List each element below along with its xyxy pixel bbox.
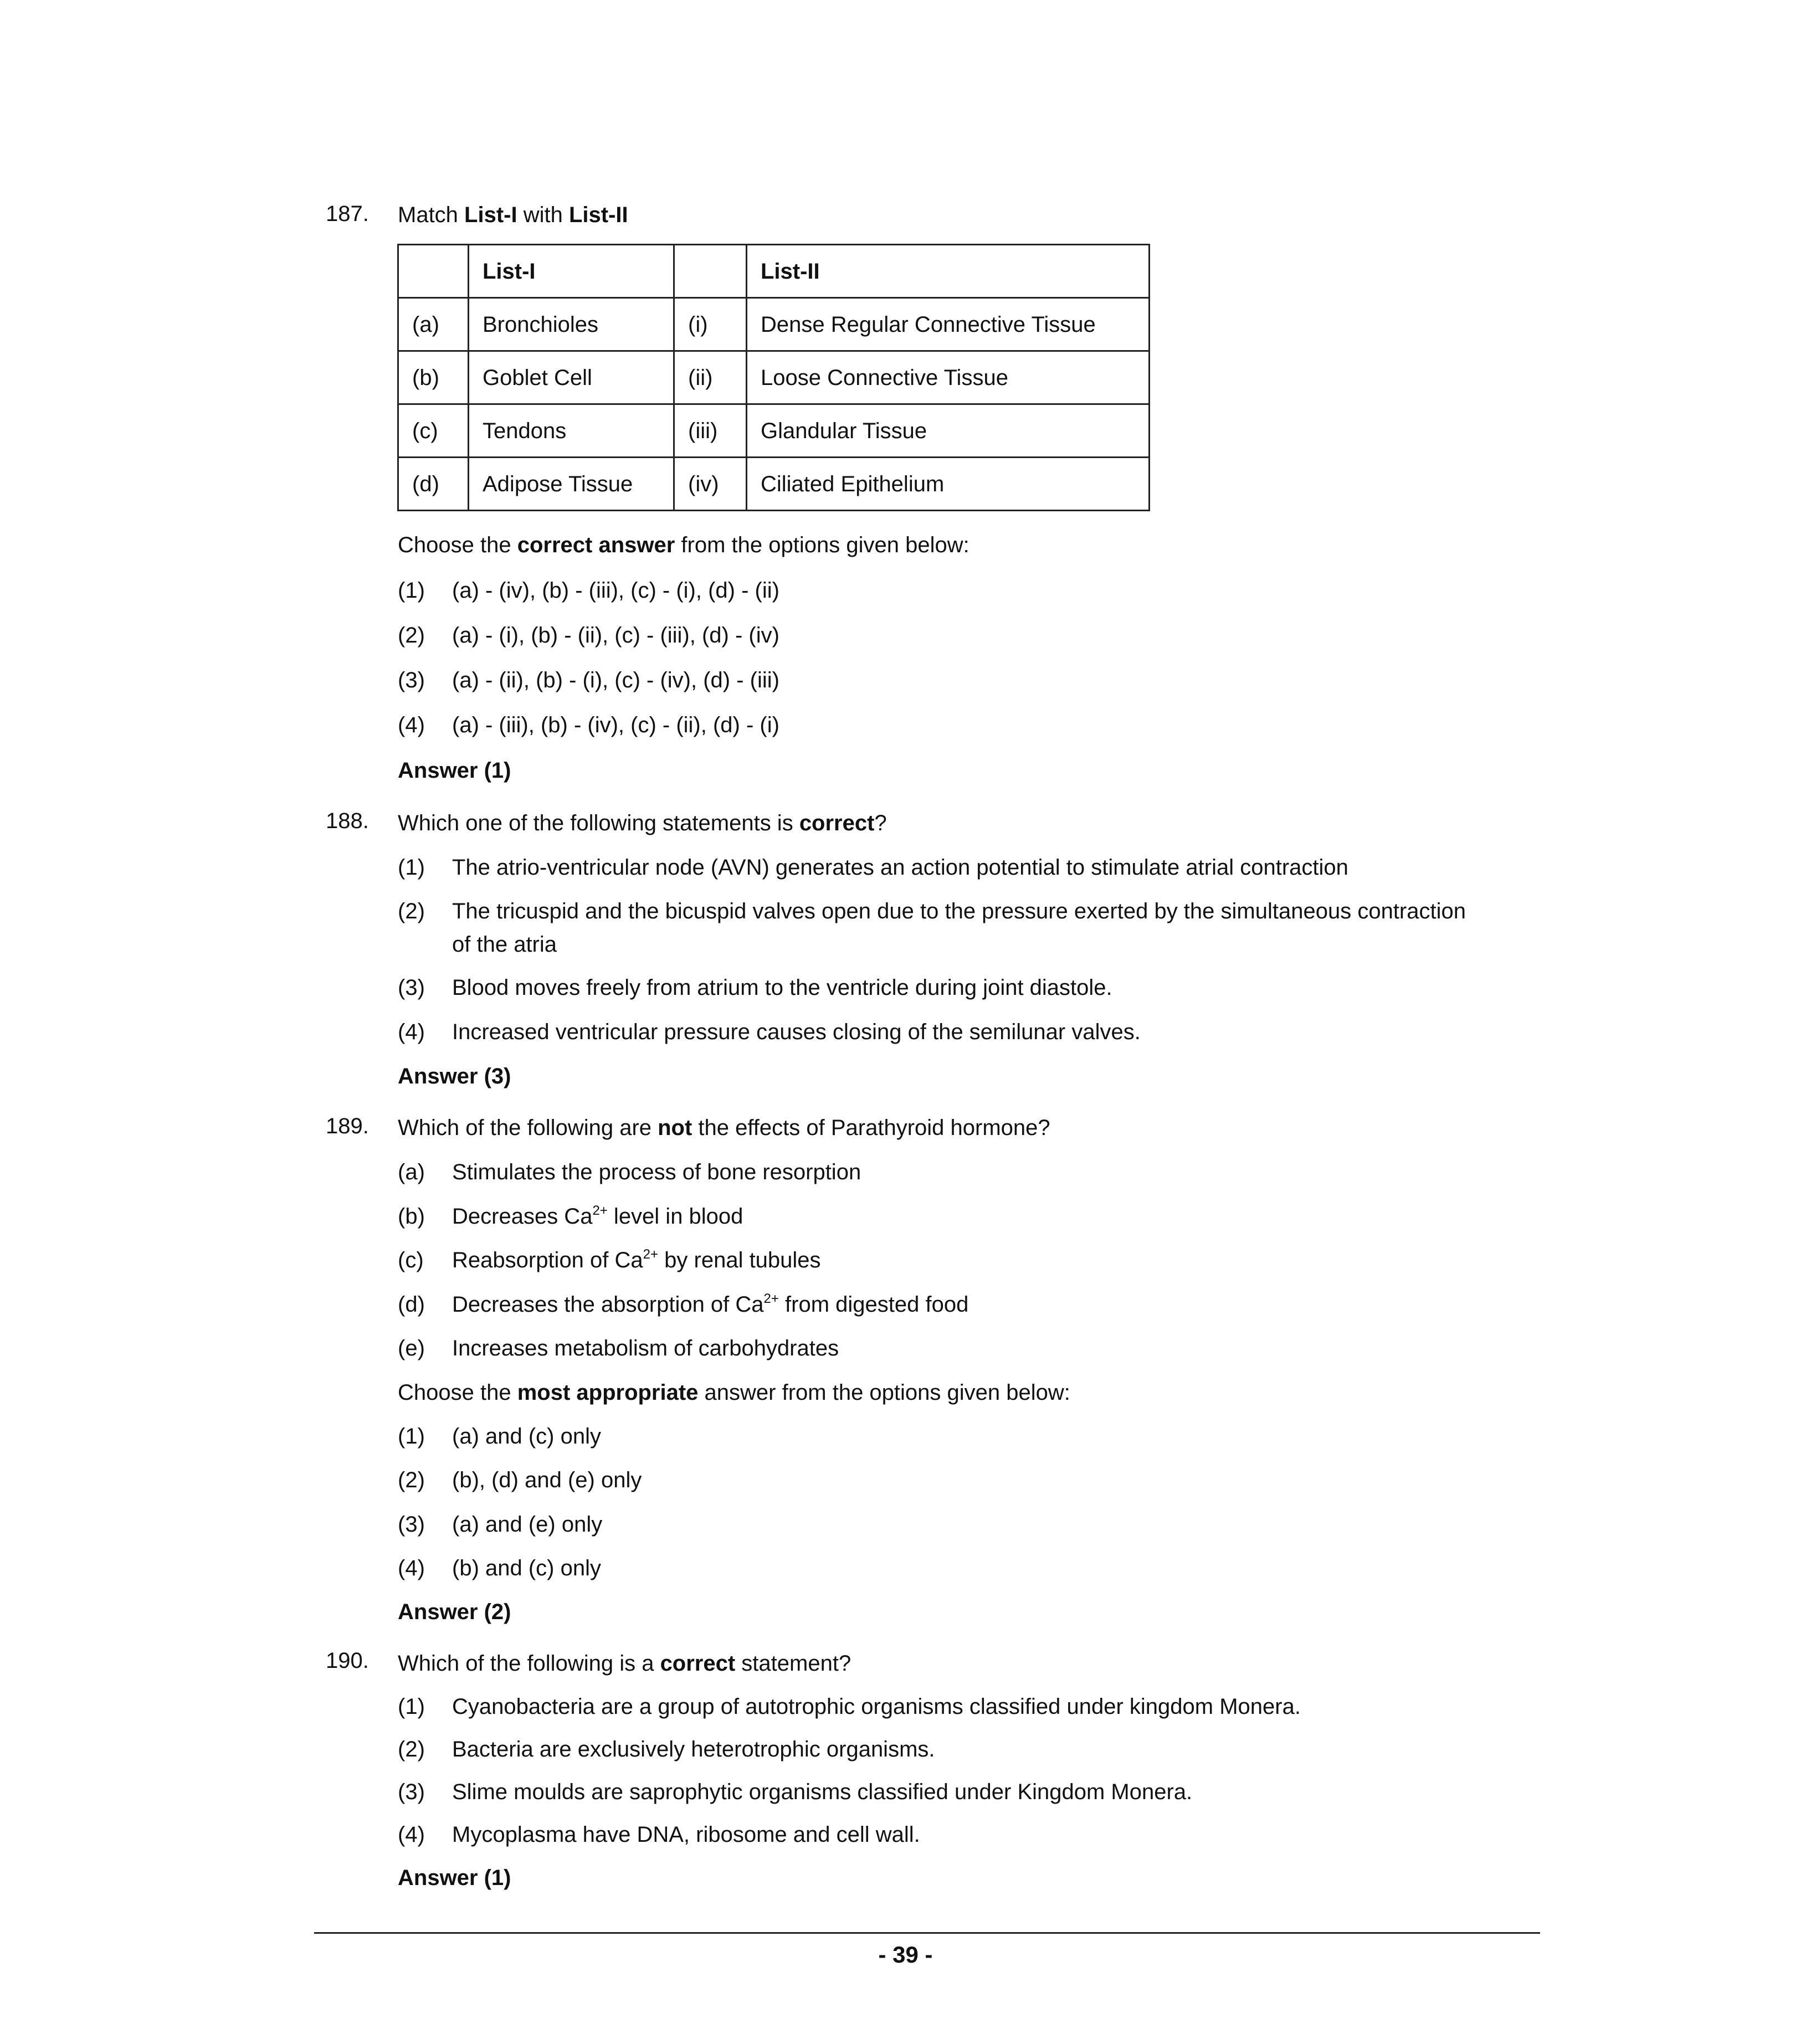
option-item	[398, 1781, 1192, 1803]
question-number: 190.	[326, 1648, 369, 1673]
option-item	[398, 1557, 601, 1579]
question-prompt: Which of the following are not the effects of Parathyroid hormone?	[398, 1116, 1050, 1140]
option-text: (a) - (iv), (b) - (iii), (c) - (i), (d) - (ii)	[452, 578, 779, 603]
statement-text: Decreases $Ca^{2+}$ level in blood	[452, 1203, 743, 1229]
statement-text: Increases metabolism of carbohydrates	[452, 1336, 839, 1360]
option-item	[398, 1824, 920, 1846]
table-cell	[398, 245, 469, 298]
option-item	[398, 1469, 642, 1491]
option-text: Cyanobacteria are a group of autotrophic organisms classified under kingdom Monera.	[452, 1694, 1301, 1719]
option-item	[398, 1021, 1141, 1043]
statement-item	[398, 1205, 743, 1228]
table-cell: Dense Regular Connective Tissue	[747, 298, 1150, 351]
table-cell: Tendons	[469, 404, 674, 458]
question-number: 187.	[326, 202, 369, 226]
footer-divider	[314, 1932, 1540, 1934]
answer-key: Answer (3)	[398, 1064, 511, 1088]
table-cell: (iv)	[674, 458, 747, 511]
table-cell: (i)	[674, 298, 747, 351]
instruction: Choose the most appropriate answer from the options given below:	[398, 1380, 1070, 1405]
statement-label: (b)	[398, 1204, 425, 1229]
table-cell: (b)	[398, 351, 469, 404]
option-text: Mycoplasma have DNA, ribosome and cell wall.	[452, 1822, 920, 1847]
option-label: (2)	[398, 623, 425, 648]
prompt-bold: List-I	[464, 203, 517, 227]
statement-item	[398, 1293, 968, 1316]
option-label: (3)	[398, 1780, 425, 1804]
option-item	[398, 977, 1112, 999]
option-text: (a) - (ii), (b) - (i), (c) - (iv), (d) - (iii)	[452, 668, 779, 692]
table-row	[398, 351, 1150, 404]
option-label: (3)	[398, 668, 425, 692]
option-item	[398, 1738, 935, 1760]
table-header-row	[398, 245, 1150, 298]
option-label: (2)	[398, 1468, 425, 1492]
option-label: (2)	[398, 1737, 425, 1761]
answer-key: Answer (1)	[398, 1866, 511, 1890]
table-row	[398, 298, 1150, 351]
option-text: Increased ventricular pressure causes closing of the semilunar valves.	[452, 1020, 1141, 1044]
statement-label: (e)	[398, 1336, 425, 1360]
table-header-list2: List-II	[747, 245, 1150, 298]
table-cell: Goblet Cell	[469, 351, 674, 404]
option-label: (1)	[398, 1424, 425, 1449]
option-label: (4)	[398, 1822, 425, 1847]
statement-text: Decreases the absorption of $Ca^{2+}$ from digested food	[452, 1291, 969, 1317]
statement-text: Reabsorption of $Ca^{2+}$ by renal tubules	[452, 1247, 821, 1272]
table-row	[398, 404, 1150, 458]
statement-label: (d)	[398, 1292, 425, 1317]
option-text: (b), (d) and (e) only	[452, 1468, 642, 1492]
statement-item	[398, 1337, 839, 1359]
option-label: (4)	[398, 1020, 425, 1044]
option-text-continuation: of the atria	[452, 932, 557, 957]
instruction: Choose the correct answer from the options given below:	[398, 533, 969, 557]
table-cell: Loose Connective Tissue	[747, 351, 1150, 404]
table-cell: (a)	[398, 298, 469, 351]
prompt-text: Match	[398, 203, 465, 227]
option-label: (3)	[398, 1512, 425, 1537]
table-cell: (ii)	[674, 351, 747, 404]
question-prompt	[398, 204, 628, 226]
option-item	[398, 1696, 1301, 1718]
option-item	[398, 1425, 601, 1447]
question-prompt: Which one of the following statements is correct?	[398, 811, 887, 835]
option-item	[398, 579, 779, 602]
table-cell: Glandular Tissue	[747, 404, 1150, 458]
option-text: (a) - (i), (b) - (ii), (c) - (iii), (d) - (iv)	[452, 623, 779, 648]
statement-item	[398, 1249, 821, 1271]
page-number: - 39 -	[878, 1942, 933, 1968]
table-cell: (c)	[398, 404, 469, 458]
option-label: (1)	[398, 1694, 425, 1719]
table-cell: (d)	[398, 458, 469, 511]
option-text: Blood moves freely from atrium to the ventricle during joint diastole.	[452, 975, 1112, 1000]
option-label: (4)	[398, 713, 425, 737]
question-number: 188.	[326, 809, 369, 833]
option-text: Bacteria are exclusively heterotrophic organisms.	[452, 1737, 935, 1761]
prompt-text: with	[517, 203, 569, 227]
statement-label: (c)	[398, 1248, 424, 1272]
option-item	[398, 900, 1466, 922]
option-item	[398, 856, 1348, 879]
statement-label: (a)	[398, 1160, 425, 1184]
option-text: (a) and (e) only	[452, 1512, 603, 1537]
table-header-list1: List-I	[469, 245, 674, 298]
option-text: The atrio-ventricular node (AVN) generates an action potential to stimulate atrial contraction	[452, 855, 1348, 880]
statement-text: Stimulates the process of bone resorption	[452, 1160, 861, 1184]
option-label: (3)	[398, 975, 425, 1000]
option-text: (b) and (c) only	[452, 1556, 601, 1580]
option-item	[398, 669, 779, 691]
table-cell: Bronchioles	[469, 298, 674, 351]
statement-item	[398, 1161, 861, 1183]
option-label: (2)	[398, 899, 425, 923]
option-text: Slime moulds are saprophytic organisms classified under Kingdom Monera.	[452, 1780, 1193, 1804]
option-item	[398, 714, 779, 736]
option-item	[398, 1513, 602, 1535]
answer-key: Answer (2)	[398, 1600, 511, 1624]
table-row	[398, 458, 1150, 511]
option-item	[398, 624, 779, 646]
table-cell: Adipose Tissue	[469, 458, 674, 511]
option-label: (1)	[398, 578, 425, 603]
table-cell	[674, 245, 747, 298]
question-number: 189.	[326, 1114, 369, 1138]
table-cell: (iii)	[674, 404, 747, 458]
option-text: (a) and (c) only	[452, 1424, 601, 1449]
table-cell: Ciliated Epithelium	[747, 458, 1150, 511]
option-label: (1)	[398, 855, 425, 880]
option-text: (a) - (iii), (b) - (iv), (c) - (ii), (d) - (i)	[452, 713, 779, 737]
question-prompt: Which of the following is a correct statement?	[398, 1651, 851, 1676]
answer-key: Answer (1)	[398, 758, 511, 783]
option-label: (4)	[398, 1556, 425, 1580]
option-text: The tricuspid and the bicuspid valves open due to the pressure exerted by the simultaneous contraction	[452, 899, 1466, 923]
match-table	[397, 244, 1150, 511]
prompt-bold: List-II	[568, 203, 628, 227]
